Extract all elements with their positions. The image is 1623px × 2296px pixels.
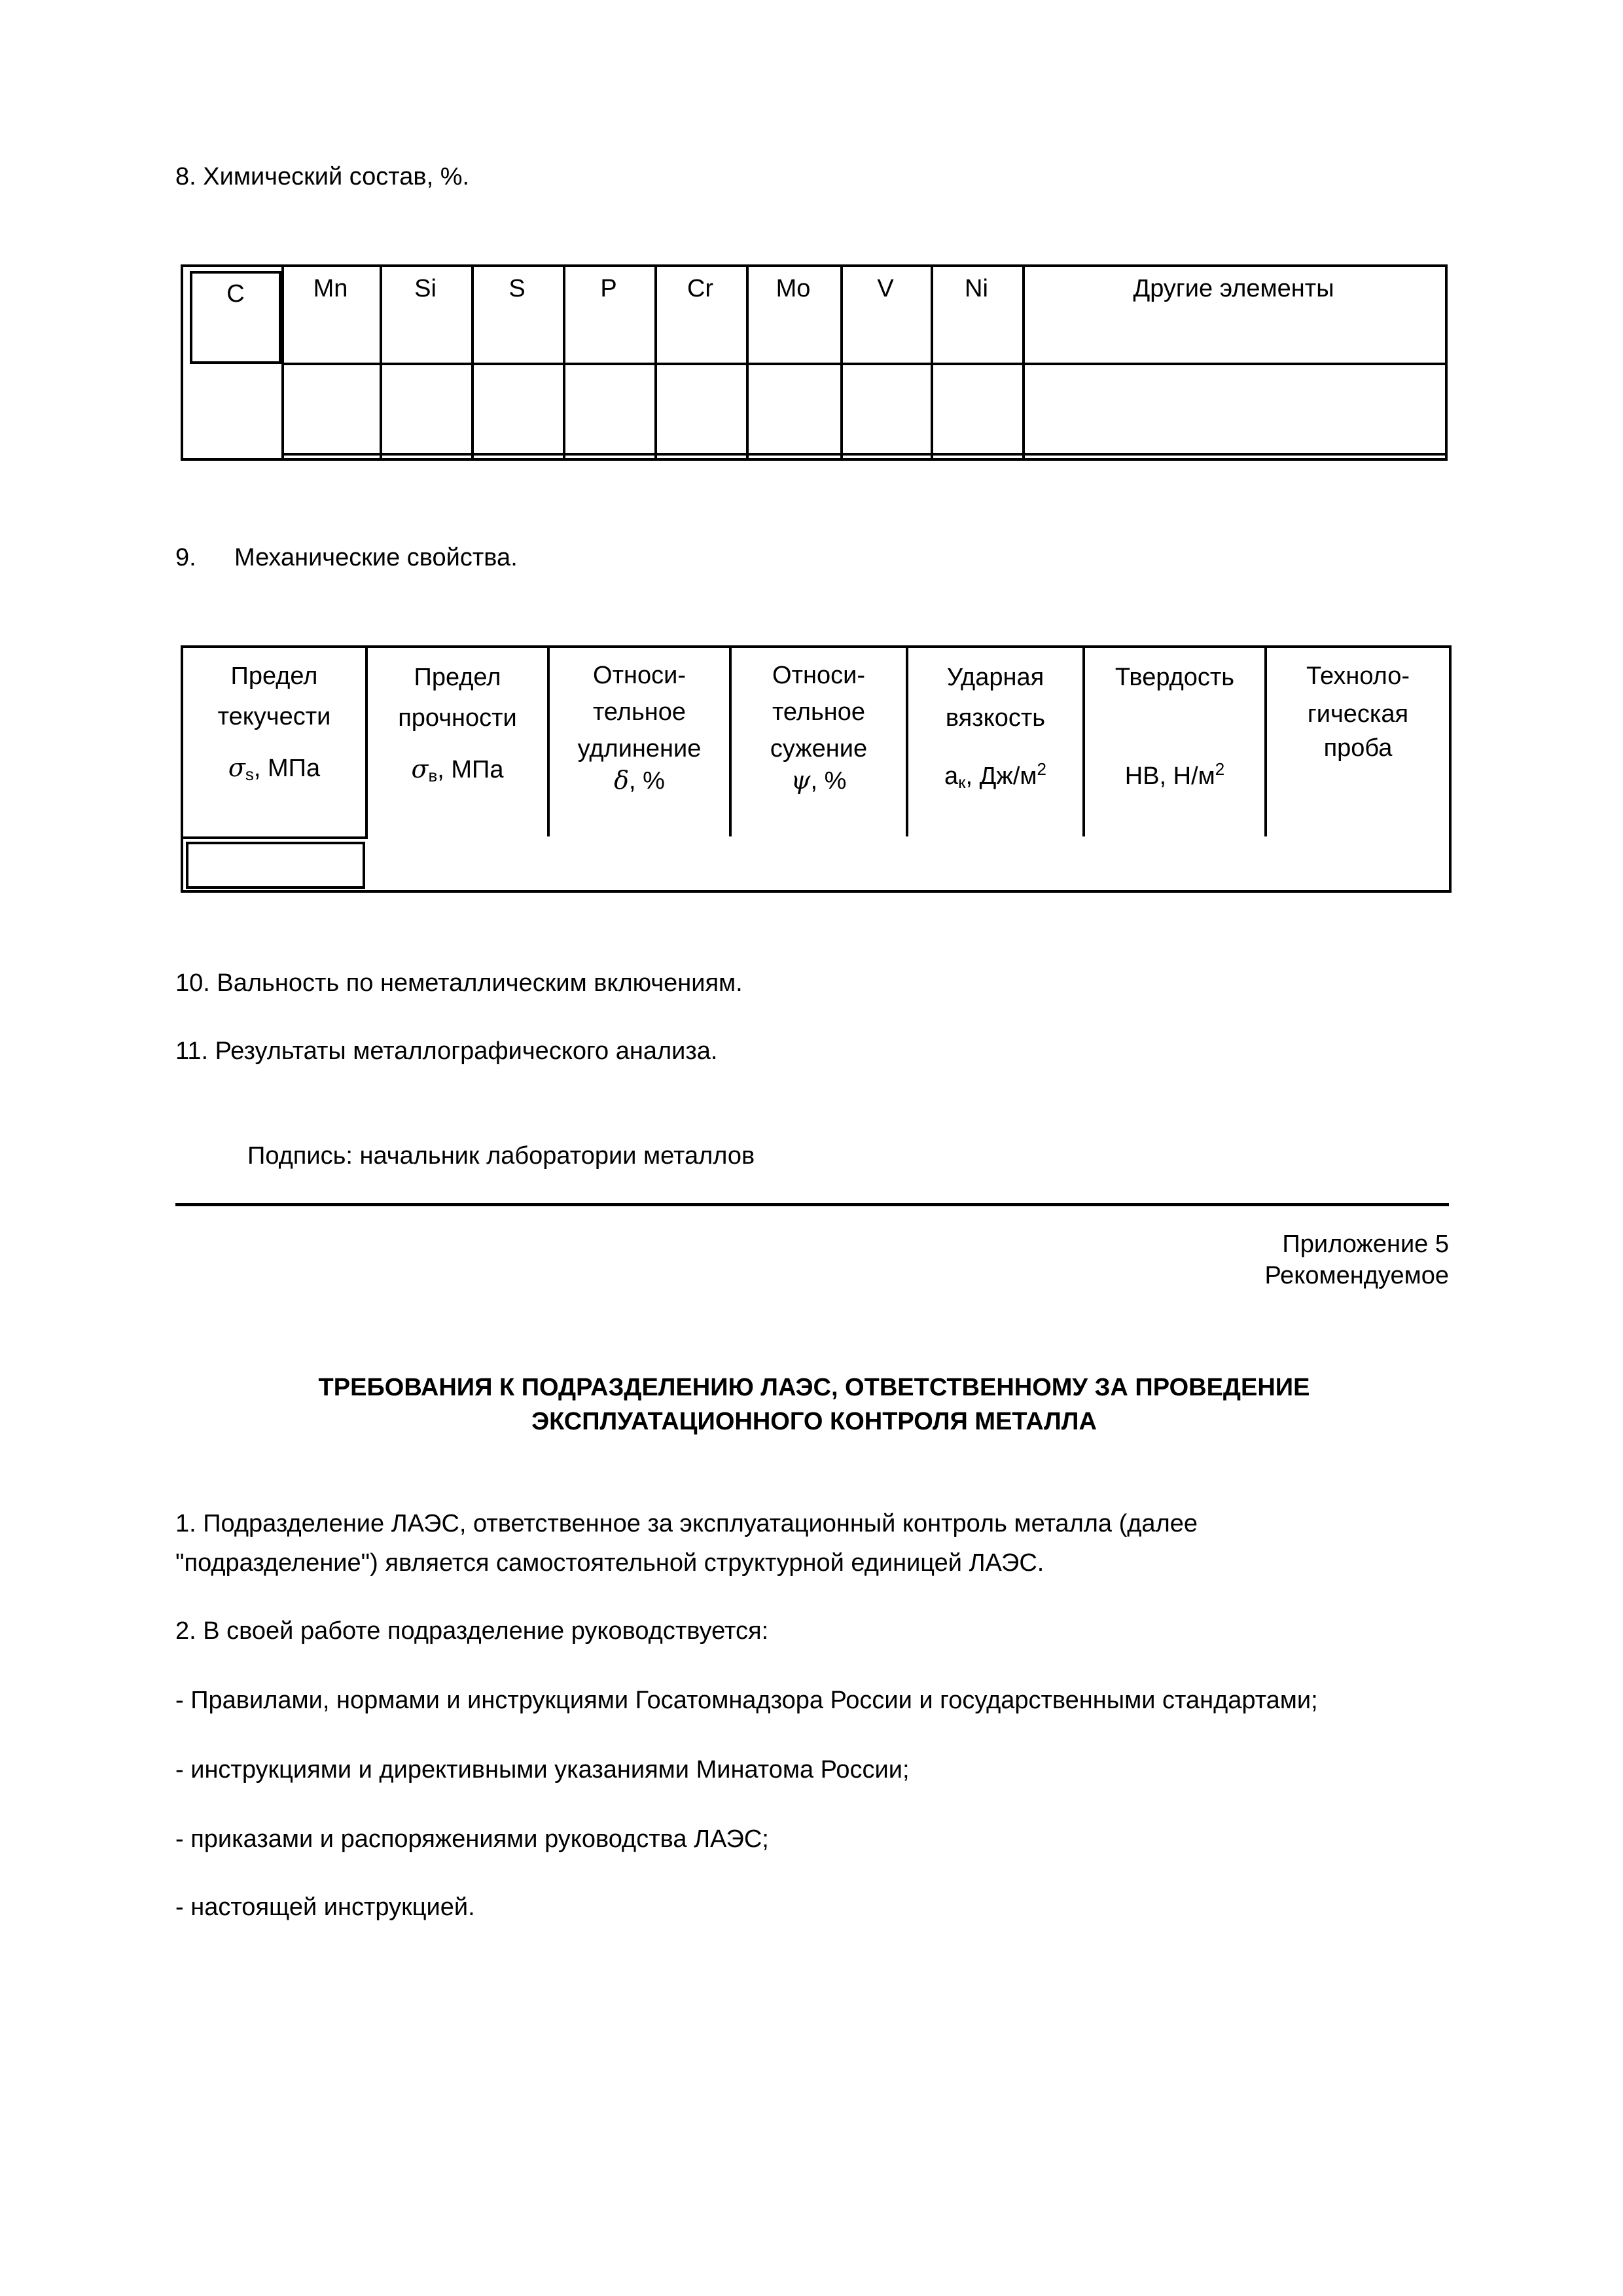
section-11-text: 11. Результаты металлографического анализа. bbox=[175, 1037, 718, 1065]
bullet-item: - Правилами, нормами и инструкциями Госатомнадзора России и государственными стандартами; bbox=[175, 1687, 1318, 1714]
col-reduction-of-area: Относи- тельное сужение ψ, % bbox=[770, 662, 868, 795]
section-9-number: 9. bbox=[175, 544, 196, 571]
chemical-composition-table bbox=[181, 264, 1448, 461]
paragraph-1-line-2: "подразделение") является самостоятельной структурной единицей ЛАЭС. bbox=[175, 1549, 1044, 1577]
col-technological-test: Техноло- гическая проба bbox=[1306, 662, 1410, 762]
header-mo: Mo bbox=[776, 275, 811, 302]
signature-line: Подпись: начальник лаборатории металлов bbox=[247, 1142, 755, 1170]
appendix-number: Приложение 5 bbox=[1282, 1230, 1449, 1258]
header-si: Si bbox=[414, 275, 437, 302]
chem-bottom-inner-line bbox=[281, 453, 1445, 456]
appendix-status: Рекомендуемое bbox=[1264, 1261, 1449, 1289]
yield-strength-value-box bbox=[186, 842, 365, 889]
appendix-label bbox=[1264, 1229, 1449, 1291]
col-tensile-strength: Предел прочности $\sigma_в$, МПа bbox=[398, 664, 517, 785]
header-cr: Cr bbox=[687, 275, 714, 302]
section-8-heading: 8. Химический состав, %. bbox=[175, 163, 470, 190]
paragraph-2: 2. В своей работе подразделение руководствуется: bbox=[175, 1617, 769, 1645]
header-v: V bbox=[877, 275, 894, 302]
bullet-item: - инструкциями и директивными указаниями Минатома России; bbox=[175, 1756, 910, 1784]
bullet-item: - настоящей инструкцией. bbox=[175, 1893, 475, 1921]
header-c: C bbox=[226, 280, 245, 308]
header-mn: Mn bbox=[313, 275, 348, 302]
header-ni: Ni bbox=[965, 275, 988, 302]
document-title-line-2: ЭКСПЛУАТАЦИОННОГО КОНТРОЛЯ МЕТАЛЛА bbox=[531, 1408, 1097, 1435]
paragraph-1-line-1: 1. Подразделение ЛАЭС, ответственное за эксплуатационный контроль металла (далее bbox=[175, 1510, 1198, 1537]
document-title-line-1: ТРЕБОВАНИЯ К ПОДРАЗДЕЛЕНИЮ ЛАЭС, ОТВЕТСТВЕННОМУ ЗА ПРОВЕДЕНИЕ bbox=[318, 1374, 1310, 1401]
header-s: S bbox=[508, 275, 526, 302]
section-9-heading: Механические свойства. bbox=[234, 544, 518, 571]
section-10-text: 10. Вальность по неметаллическим включениям. bbox=[175, 969, 743, 997]
col-yield-strength: Предел текучести $\sigma_s$, МПа bbox=[217, 662, 331, 784]
header-other-elements: Другие элементы bbox=[1133, 275, 1334, 302]
bullet-item: - приказами и распоряжениями руководства ЛАЭС; bbox=[175, 1825, 769, 1853]
mechanical-properties-table bbox=[181, 645, 1452, 893]
col-hardness: Твердость НВ, $Н/м^2$ bbox=[1115, 664, 1235, 790]
col-elongation: Относи- тельное удлинение δ, % bbox=[577, 662, 702, 795]
header-p: P bbox=[600, 275, 617, 302]
horizontal-rule bbox=[175, 1203, 1449, 1206]
col-impact-toughness: Ударная вязкость $a_к$, $Дж/м^2$ bbox=[944, 664, 1046, 792]
chem-row-divider bbox=[281, 363, 1445, 365]
